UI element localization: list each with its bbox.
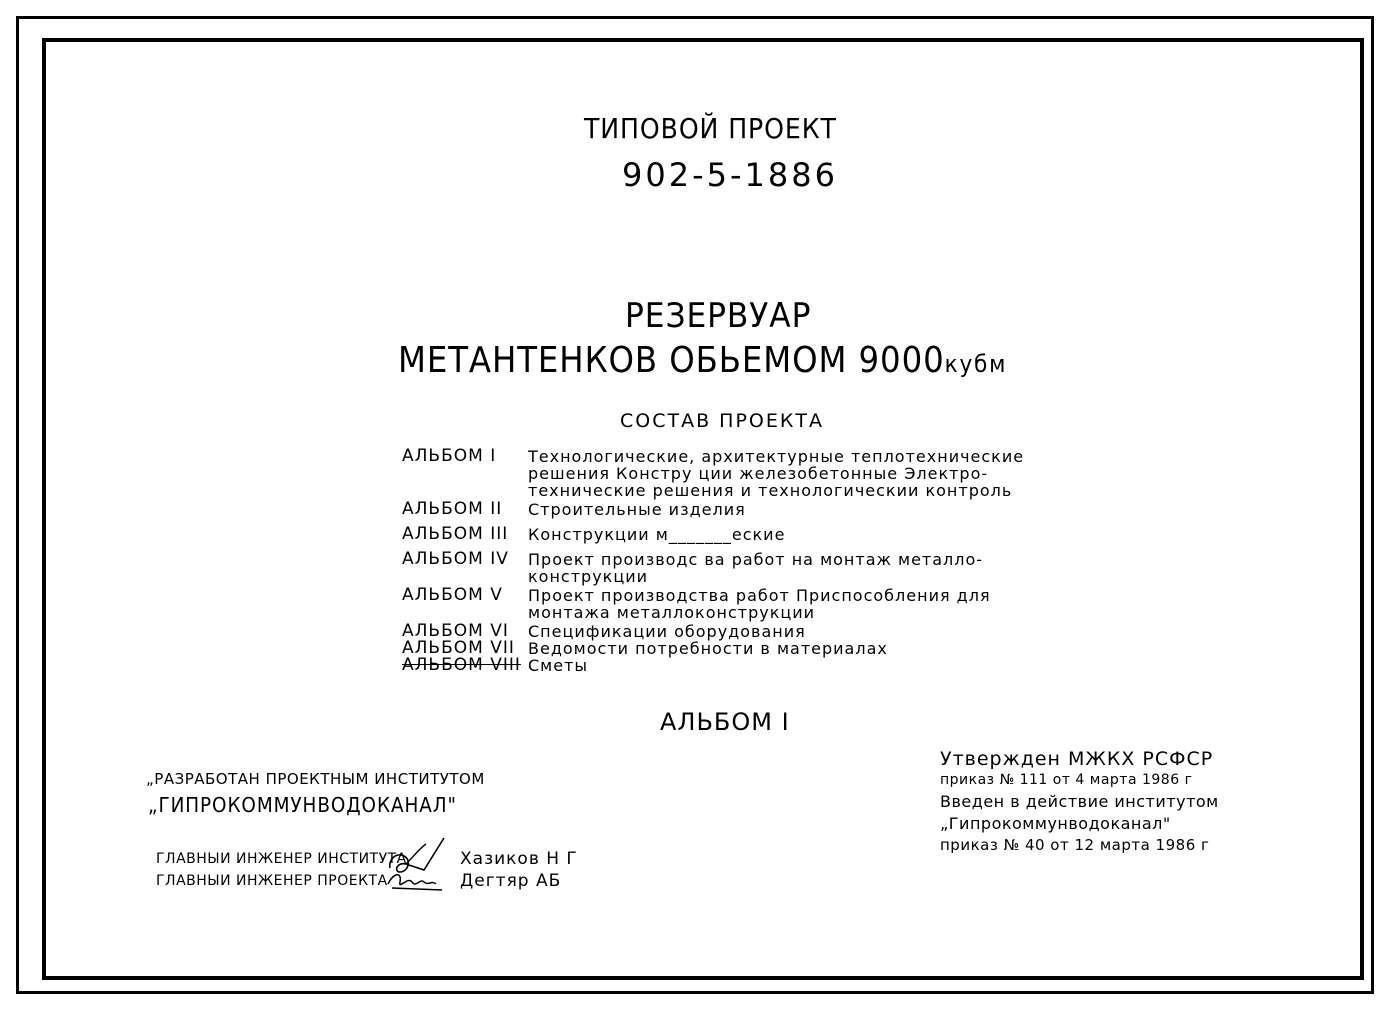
approval-line-5: приказ № 40 от 12 марта 1986 г [940, 836, 1210, 854]
title-line-2 [398, 340, 1007, 381]
album-description: Технологические, архитектурные теплотехнические решения Констру ции железобетонные Электро- технические решения и технологическии контроль [528, 447, 1025, 500]
album-label: АЛЬБОМ VII [402, 638, 515, 658]
album-row-4 [402, 551, 1102, 585]
album-description: Строительные изделия [528, 500, 746, 519]
album-label: АЛЬБОМ IV [402, 549, 509, 569]
approval-line-4: „Гипрокоммунводоканал" [940, 814, 1171, 833]
signature-chief-engineer-project [384, 868, 448, 894]
album-label: АЛЬБОМ II [402, 499, 503, 519]
album-row-8 [402, 657, 1102, 674]
approval-line-2: приказ № 111 от 4 марта 1986 г [940, 772, 1193, 788]
album-label: АЛЬБОМ V [402, 585, 503, 605]
chief-engineer-project-name: Дегтяр АБ [460, 871, 562, 891]
album-row-3 [402, 526, 1102, 543]
album-list [402, 448, 1102, 674]
composition-heading: СОСТАВ ПРОЕКТА [620, 410, 824, 432]
developer-institute: „ГИПРОКОММУНВОДОКАНАЛ" [148, 793, 457, 817]
chief-engineer-institute-label: ГЛАВНЫИ ИНЖЕНЕР ИНСТИТУТА [156, 851, 407, 867]
project-number: 902-5-1886 [622, 156, 838, 194]
album-label: АЛЬБОМ VI [402, 621, 509, 641]
chief-engineer-institute-name: Хазиков Н Г [460, 849, 578, 869]
album-row-5 [402, 587, 1102, 621]
album-row-2 [402, 501, 1102, 518]
album-label-struck: АЛЬБОМ VIII [402, 655, 521, 675]
project-type-label: ТИПОВОЙ ПРОЕКТ [584, 112, 837, 145]
approval-line-3: Введен в действие институтом [940, 792, 1219, 811]
album-description: Спецификации оборудования [528, 622, 806, 641]
current-album-title: АЛЬБОМ I [660, 708, 790, 736]
developer-caption: „РАЗРАБОТАН ПРОЕКТНЫМ ИНСТИТУТОМ [146, 770, 485, 788]
album-description: Конструкции м_______еские [528, 525, 786, 544]
title-line-1: РЕЗЕРВУАР [625, 296, 812, 336]
album-description: Сметы [528, 656, 589, 675]
title-line-2-text: МЕТАНТЕНКОВ ОБЬЕМОМ 9000 [398, 340, 945, 381]
album-description: Проект производства работ Приспособления для монтажа металлоконструкции [528, 586, 991, 622]
album-label: АЛЬБОМ III [402, 524, 509, 544]
title-unit: кубм [944, 350, 1008, 378]
chief-engineer-project-label: ГЛАВНЫИ ИНЖЕНЕР ПРОЕКТА [156, 873, 388, 889]
album-description: Ведомости потребности в материалах [528, 639, 888, 658]
album-row-1 [402, 448, 1102, 499]
album-description: Проект производс ва работ на монтаж металло- конструкции [528, 550, 984, 586]
approval-line-1: Утвержден МЖКХ РСФСР [940, 748, 1214, 770]
album-label: АЛЬБОМ I [402, 446, 497, 466]
